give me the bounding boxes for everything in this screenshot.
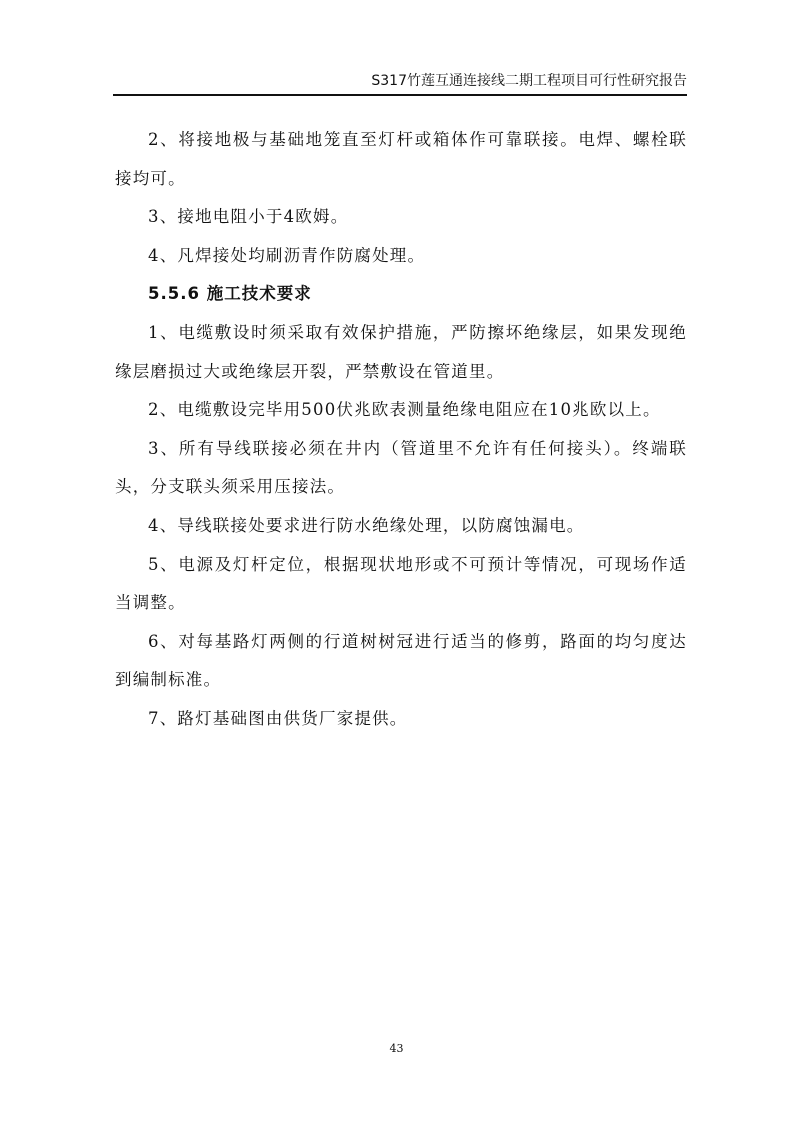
header-divider (113, 94, 687, 96)
paragraph: 7、路灯基础图由供货厂家提供。 (148, 708, 408, 728)
paragraph: 3、所有导线联接必须在井内（管道里不允许有任何接头）。终端联头，分支联头须采用压接法。 (115, 438, 687, 497)
header-title: S317竹莲互通连接线二期工程项目可行性研究报告 (371, 73, 687, 89)
paragraph: 5、电源及灯杆定位，根据现状地形或不可预计等情况，可现场作适当调整。 (115, 554, 687, 613)
paragraph: 1、电缆敷设时须采取有效保护措施，严防擦坏绝缘层，如果发现绝缘层磨损过大或绝缘层开裂，严禁敷设在管道里。 (115, 322, 687, 381)
paragraph: 2、将接地极与基础地笼直至灯杆或箱体作可靠联接。电焊、螺栓联接均可。 (115, 130, 687, 188)
document-body (115, 121, 687, 739)
paragraph: 4、凡焊接处均刷沥青作防腐处理。 (148, 245, 426, 265)
page-number: 43 (389, 1042, 404, 1055)
paragraph: 6、对每基路灯两侧的行道树树冠进行适当的修剪，路面的均匀度达到编制标准。 (115, 631, 687, 690)
paragraph: 4、导线联接处要求进行防水绝缘处理，以防腐蚀漏电。 (148, 515, 585, 535)
paragraph: 3、接地电阻小于4欧姆。 (148, 207, 349, 227)
paragraph: 2、电缆敷设完毕用500伏兆欧表测量绝缘电阻应在10兆欧以上。 (148, 400, 661, 420)
section-heading: 5.5.6 施工技术要求 (148, 284, 312, 304)
